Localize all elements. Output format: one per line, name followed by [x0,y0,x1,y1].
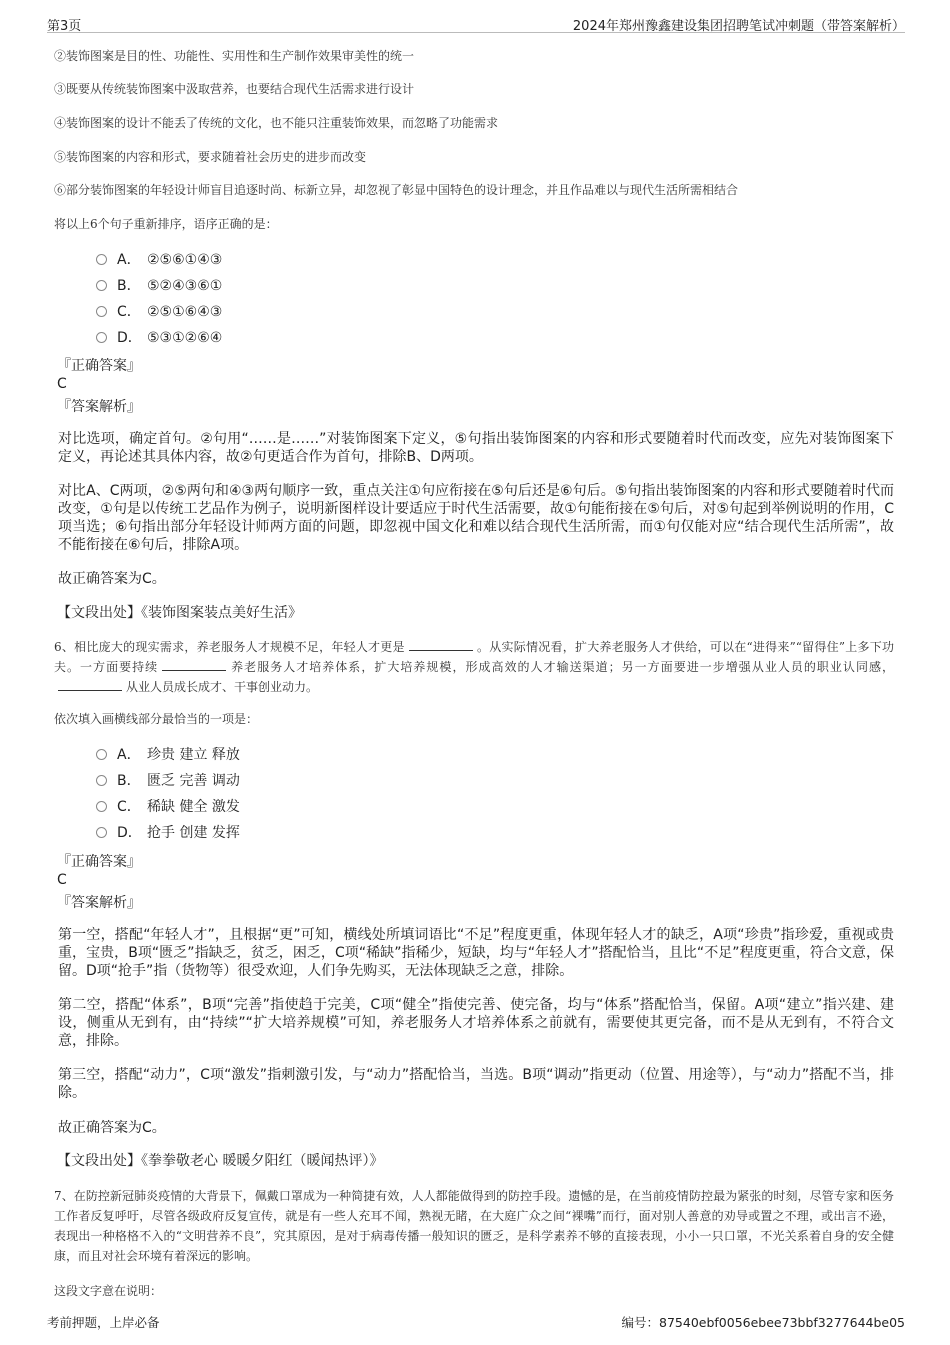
q5-analysis-3: 故正确答案为C。 [58,571,166,587]
q5-answer-label: 『正确答案』 [57,358,141,374]
q5-sentence-2: ②装饰图案是目的性、功能性、实用性和生产制作效果审美性的统一 [54,49,415,63]
q6-source: 【文段出处】《拳拳敬老心 暖暖夕阳红（暖闻热评）》 [57,1153,384,1169]
radio-icon[interactable] [96,280,107,291]
radio-icon[interactable] [96,801,107,812]
q6-analysis-label: 『答案解析』 [57,895,141,911]
q6-prompt: 依次填入画横线部分最恰当的一项是： [54,712,259,726]
q6-analysis-1: 第一空，搭配“年轻人才”，且根据“更”可知，横线处所填词语比“不足”程度更重，体现年轻人才的缺乏，A项“珍贵”指珍爱，重视或贵重，宝贵，B项“匮乏”指缺乏，贫乏，困乏，C项“稀缺”指稀少，短缺，均与“年轻人才”搭配恰当，且比“不足”程度更重，符合文意，保留。D项“抢手”指（货物等）很受欢迎，人们争先购买，无法体现缺乏之意，排除。 [58,927,894,979]
q5-analysis-1: 对比选项，确定首句。②句用“……是……”对装饰图案下定义，⑤句指出装饰图案的内容和形式要随着时代而改变，应先对装饰图案下定义，再论述其具体内容，故②句更适合作为首句，排除B、D两项。 [58,431,894,465]
q5-option-c[interactable]: C． ②⑤①⑥④③ [96,302,222,322]
q6-option-b[interactable]: B． 匮乏 完善 调动 [96,771,240,791]
q5-option-b[interactable]: B． ⑤②④③⑥① [96,276,222,296]
q5-prompt: 将以上6个句子重新排序，语序正确的是： [54,217,278,231]
page-footer [47,1313,905,1331]
q5-analysis-2: 对比A、C两项，②⑤两句和④③两句顺序一致，重点关注①句应衔接在⑤句后还是⑥句后。⑤句指出装饰图案的内容和形式要随着时代而改变，①句是以传统工艺品作为例子，说明新图样设计要适应于时代生活需要，故①句能衔接在⑤句后，对⑤句起到举例说明的作用，C项当选；⑥句指出部分年轻设计师两方面的问题，即忽视中国文化和难以结合现代生活所需，而①句仅能对应“结合现代生活所需”，故不能衔接在⑥句后，排除A项。 [58,483,894,553]
q6-answer-label: 『正确答案』 [57,854,141,870]
q6-option-a[interactable]: A． 珍贵 建立 释放 [96,745,240,765]
q5-option-d[interactable]: D． ⑤③①②⑥④ [96,328,222,348]
radio-icon[interactable] [96,749,107,760]
q5-analysis-label: 『答案解析』 [57,399,141,415]
q7-stem: 7、在防控新冠肺炎疫情的大背景下，佩戴口罩成为一种简捷有效，人人都能做得到的防控手段。遗憾的是，在当前疫情防控最为紧张的时刻，尽管专家和医务工作者反复呼吁，尽管各级政府反复宣传，就是有一些人充耳不闻，熟视无睹，在大庭广众之间“裸嘴”而行，面对别人善意的劝导或置之不理，或出言不逊，表现出一种格格不入的“文明营养不良”，究其原因，是对于病毒传播一般知识的匮乏，是科学素养不够的直接表现，小小一只口罩，不光关系着自身的安全健康，而且对社会环境有着深远的影响。 [54,1189,894,1263]
blank-3[interactable] [58,678,122,691]
q5-sentence-6: ⑥部分装饰图案的年轻设计师盲目追逐时尚、标新立异，却忽视了彰显中国特色的设计理念，并且作品难以与现代生活所需相结合 [54,183,739,197]
radio-icon[interactable] [96,332,107,343]
q6-option-d[interactable]: D． 抢手 创建 发挥 [96,823,240,843]
q6-stem: 6、相比庞大的现实需求，养老服务人才规模不足，年轻人才更是 。从实际情况看，扩大养老服务人才供给，可以在“进得来”“留得住”上多下功夫。一方面要持续 养老服务人才培养体系，扩大培养规模，形成高效的人才输送渠道；另一方面要进一步增强从业人员的职业认同感，从业人员成长成才、干事创业动力。 [54,640,895,694]
q5-sentence-3: ③既要从传统装饰图案中汲取营养，也要结合现代生活需求进行设计 [54,82,415,96]
document-id: 编号：87540ebf0056ebee73bbf3277644be05 [621,1315,905,1330]
radio-icon[interactable] [96,775,107,786]
q6-option-c[interactable]: C． 稀缺 健全 激发 [96,797,240,817]
document-title: 2024年郑州豫鑫建设集团招聘笔试冲刺题（带答案解析） [572,19,905,34]
radio-icon[interactable] [96,254,107,265]
blank-1[interactable] [409,638,473,651]
q6-analysis-3: 第三空，搭配“动力”，C项“激发”指刺激引发，与“动力”搭配恰当，当选。B项“调动”指更动（位置、用途等），与“动力”搭配不当，排除。 [58,1067,894,1101]
page-number: 第3页 [47,19,82,34]
q5-sentence-4: ④装饰图案的设计不能丢了传统的文化，也不能只注重装饰效果，而忽略了功能需求 [54,116,499,130]
q5-source: 【文段出处】《装饰图案装点美好生活》 [57,605,302,621]
q5-sentence-5: ⑤装饰图案的内容和形式，要求随着社会历史的进步而改变 [54,150,367,164]
footer-slogan: 考前押题，上岸必备 [47,1315,160,1330]
q6-analysis-2: 第二空，搭配“体系”，B项“完善”指使趋于完美，C项“健全”指使完善、使完备，均与“体系”搭配恰当，保留。A项“建立”指兴建、建设，侧重从无到有，由“持续”“扩大培养规模”可知，养老服务人才培养体系之前就有，需要使其更完备，而不是从无到有，不符合文意，排除。 [58,997,894,1049]
q7-prompt: 这段文字意在说明： [54,1284,163,1298]
radio-icon[interactable] [96,827,107,838]
q5-answer: C [57,376,67,392]
q6-answer: C [57,872,67,888]
q5-option-a[interactable]: A． ②⑤⑥①④③ [96,250,222,270]
page-header [47,12,905,33]
q6-analysis-4: 故正确答案为C。 [58,1120,166,1136]
blank-2[interactable] [162,658,226,671]
radio-icon[interactable] [96,306,107,317]
